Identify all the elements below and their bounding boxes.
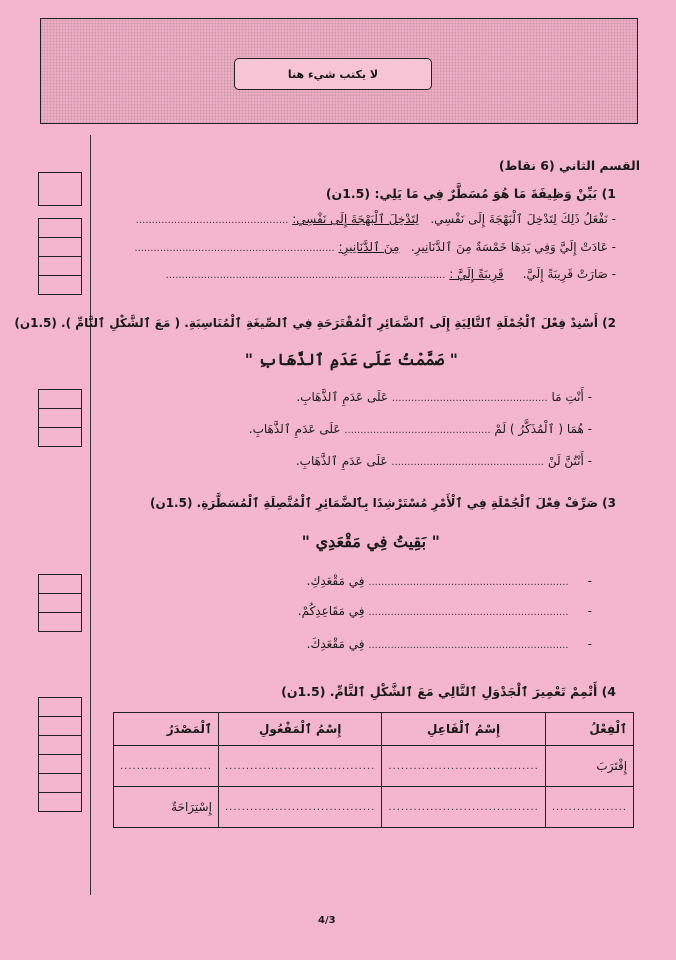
q2-item-2: - هُمَا ( ٱلْمُذَكَّرُ ) لَمْ .............................................. عَلَى عَدَمِ ٱلذَّهَابِ. — [248, 422, 592, 436]
q2-sentence: " صَمَّمْتُ عَلَى عَدَمِ ٱلذَّهَابِ " — [244, 350, 458, 369]
answer-blank[interactable]: ........................................................................................ — [165, 270, 446, 281]
q4-prompt: 4) أَتْمِمْ تَعْمِيرَ ٱلْجَدْوَلِ ٱلتَّالِي مَعَ ٱلشَّكْلِ ٱلتَّامِّ. (1.5ن) — [281, 684, 616, 699]
q1-prompt: 1) بَيِّنْ وَظِيفَةَ مَا هُوَ مُسَطَّرٌ فِي مَا يَلِي: (1.5ن) — [325, 186, 616, 201]
q3-item-3: - ............................................................... فِي مَقْعَدِكَ. — [306, 637, 592, 651]
header-active-participle: إِسْمُ ٱلْفَاعِلِ — [382, 713, 545, 746]
header-passive-participle: إِسْمُ ٱلْمَفْعُولِ — [218, 713, 381, 746]
answer-blank[interactable]: ............................................................... — [368, 640, 569, 651]
answer-blank[interactable]: .................................... — [382, 787, 545, 828]
answer-blank[interactable]: ............................................................... — [368, 577, 569, 588]
answer-blank[interactable]: ................................................ — [391, 457, 544, 468]
q3-item-1: - ............................................................... فِي مَقْعَدِكِ. — [306, 574, 592, 588]
q2-item-1: - أَنْتِ مَا ................................................. عَلَى عَدَمِ ٱلذَّهَابِ. — [296, 390, 592, 404]
q3-sentence: " بَقِيتُ فِي مَقْعَدِي " — [301, 532, 440, 551]
cell-verb: إِقْتَرَبَ — [545, 746, 633, 787]
q2-item-3: - أَنْتُنَّ لَنْ ................................................ عَلَى عَدَمِ ٱلذَّهَابِ. — [295, 454, 592, 468]
table-header-row — [114, 713, 634, 746]
answer-blank[interactable]: ................................................ — [135, 215, 289, 226]
q1-score-grid[interactable] — [38, 218, 82, 295]
no-write-box: لا يكتب شيء هنا — [234, 58, 432, 90]
answer-blank[interactable]: ...................... — [114, 746, 219, 787]
answer-blank[interactable]: .................. — [545, 787, 633, 828]
q1-item-2: - عَادَتْ إِلَيَّ وَفِي يَدِهَا خَمْسَةٌ مِنَ ٱلدَّنَانِيرِ. مِنَ ٱلدَّنَانِيرِ: ............................................................... — [134, 240, 616, 254]
header-masdar: ٱلْمَصْدَرُ — [114, 713, 219, 746]
table-row — [114, 746, 634, 787]
q3-score-grid[interactable] — [38, 574, 82, 632]
answer-blank[interactable]: .................................... — [218, 746, 381, 787]
q2-score-grid[interactable] — [38, 389, 82, 447]
q4-score-grid[interactable] — [38, 697, 82, 812]
answer-blank[interactable]: ................................................. — [391, 393, 548, 404]
q2-prompt: 2) أَسْنِدْ فِعْلَ ٱلْجُمْلَةِ ٱلتَّالِيَةِ إِلَى ٱلضَّمَائِرِ ٱلْمُقْتَرَحَةِ فِي ٱلصِّيغَةِ ٱلْمُنَاسِبَةِ. ( مَعَ ٱلشَّكْلِ ٱلتَّامِّ ). (1.5ن) — [14, 316, 616, 330]
margin-line — [90, 135, 91, 895]
answer-blank[interactable]: .................................... — [382, 746, 545, 787]
section-title: القسم الثاني (6 نقاط) — [498, 158, 640, 173]
header-verb: ٱلْفِعْلُ — [545, 713, 633, 746]
answer-blank[interactable]: ............................................................... — [368, 607, 569, 618]
conjugation-table — [113, 712, 634, 828]
page-number: 4/3 — [318, 915, 336, 926]
answer-blank[interactable]: .................................... — [218, 787, 381, 828]
q3-prompt: 3) صَرِّفْ فِعْلَ ٱلْجُمْلَةِ فِي ٱلْأَمْرِ مُسْتَرْشِدًا بِٱلضَّمَائِرِ ٱلْمُتَّصِلَةِ ٱلْمُسَطَّرَةِ. (1.5ن) — [149, 496, 616, 510]
q1-item-3: - صَارَتْ قَرِيبَةً إِلَيَّ. قَرِيبَةً إِلَيَّ : ........................................................................................ — [165, 267, 616, 281]
q3-item-2: - ............................................................... فِي مَقَاعِدِكُمْ. — [297, 604, 592, 618]
table-row — [114, 787, 634, 828]
q1-item-1: - نَفْعَلُ ذَلِكَ لِتَدْخِلَ ٱلْبَهْجَةَ إِلَى نَفْسِي. لِتَدْخِلَ ٱلْبَهْجَةَ إِلَى نَفْسِي: ................................................ — [135, 212, 616, 226]
answer-blank[interactable]: .............................................. — [344, 425, 491, 436]
section-score-box[interactable] — [38, 172, 82, 206]
cell-masdar: إِسْتِرَاحَةٌ — [114, 787, 219, 828]
answer-blank[interactable]: ............................................................... — [134, 243, 335, 254]
